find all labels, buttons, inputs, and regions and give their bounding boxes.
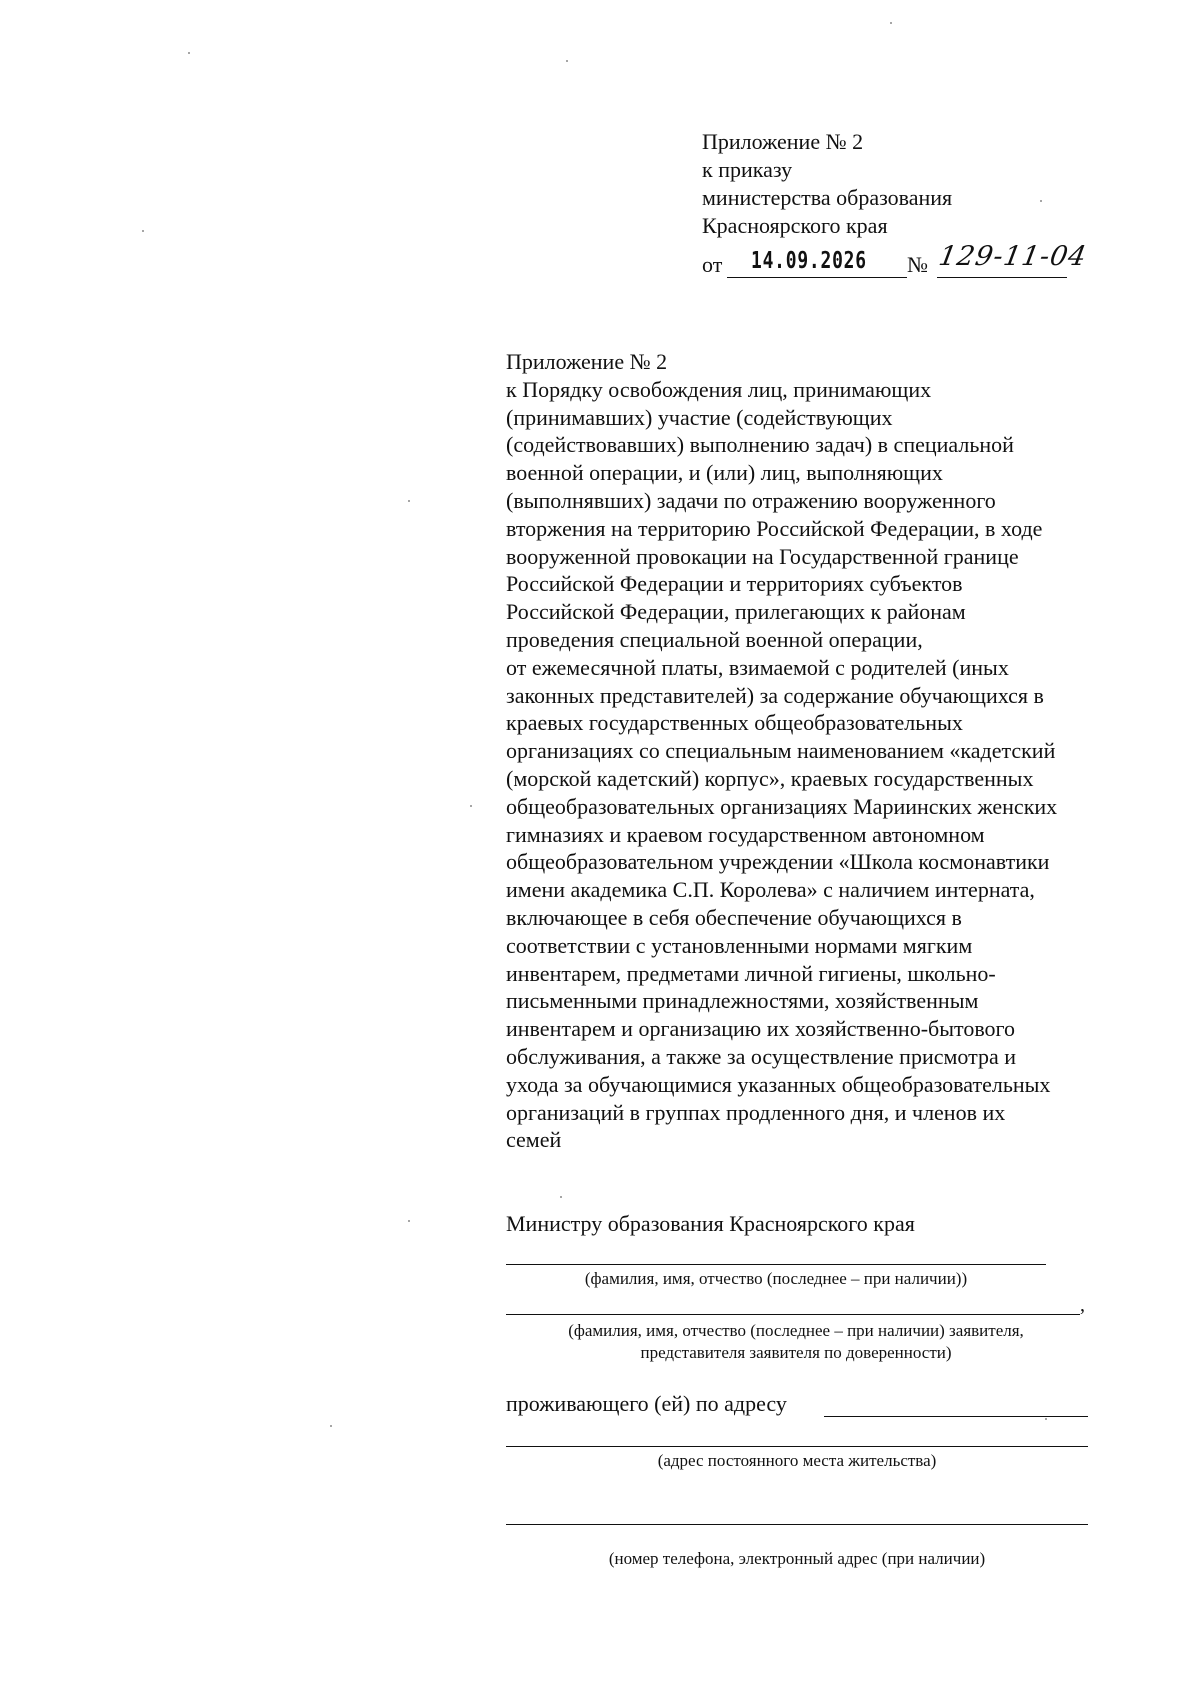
procedure-header-line: имени академика С.П. Королева» с наличием интерната, bbox=[506, 877, 1035, 903]
procedure-header-line: законных представителей) за содержание обучающихся в bbox=[506, 682, 1044, 708]
procedure-header-line: (принимавших) участие (содействующих bbox=[506, 404, 893, 430]
procedure-header-line: к Порядку освобождения лиц, принимающих bbox=[506, 376, 932, 402]
applicant-name-caption: представителя заявителя по доверенности) bbox=[640, 1343, 952, 1362]
procedure-header-line: семей bbox=[506, 1127, 562, 1153]
contacts-caption: (номер телефона, электронный адрес (при наличии) bbox=[608, 1549, 986, 1568]
minister-name-caption: (фамилия, имя, отчество (последнее – при наличии)) bbox=[584, 1269, 968, 1288]
scan-speck bbox=[142, 230, 144, 232]
order-number-handwritten: 129-11-04 bbox=[936, 241, 1090, 272]
date-prefix: от bbox=[702, 252, 723, 277]
procedure-header-line: (выполнявших) задачи по отражению вооруженного bbox=[506, 487, 996, 513]
procedure-header-line: краевых государственных общеобразовательных bbox=[506, 710, 963, 736]
order-date-field bbox=[727, 247, 907, 278]
procedure-header-line: письменными принадлежностями, хозяйственным bbox=[506, 988, 979, 1014]
order-number-field bbox=[936, 241, 1090, 278]
procedure-header-line: Приложение № 2 bbox=[506, 349, 668, 374]
scan-speck bbox=[408, 1220, 410, 1222]
order-date-stamp: 14.09.2026 bbox=[751, 248, 867, 274]
scan-speck bbox=[560, 1196, 562, 1198]
scan-speck bbox=[188, 52, 190, 54]
procedure-header-line: организаций в группах продленного дня, и членов их bbox=[506, 1099, 1006, 1125]
procedure-header-line: ухода за обучающимися указанных общеобразовательных bbox=[506, 1071, 1051, 1097]
procedure-header-line: от ежемесячной платы, взимаемой с родителей (иных bbox=[506, 654, 1009, 680]
scan-speck bbox=[1045, 1418, 1047, 1420]
scan-speck bbox=[330, 1425, 332, 1427]
procedure-header-line: общеобразовательных организациях Мариинских женских bbox=[506, 793, 1058, 819]
address-fill-line bbox=[824, 1416, 1088, 1417]
order-header-line: Красноярского края bbox=[702, 213, 888, 238]
procedure-header-line: включающее в себя обеспечение обучающихся в bbox=[506, 904, 962, 930]
order-header-line: к приказу bbox=[702, 157, 793, 182]
order-header-line: Приложение № 2 bbox=[702, 129, 864, 154]
minister-name-fill-line bbox=[506, 1264, 1046, 1265]
scan-speck bbox=[408, 500, 410, 502]
addressee-line: Министру образования Красноярского края bbox=[506, 1211, 915, 1236]
applicant-name-caption: (фамилия, имя, отчество (последнее – при наличии) заявителя, bbox=[568, 1321, 1024, 1340]
procedure-header-line: инвентарем и организацию их хозяйственно-бытового bbox=[506, 1016, 1016, 1042]
applicant-name-fill-line bbox=[506, 1314, 1080, 1315]
procedure-appendix-header bbox=[506, 348, 1126, 1154]
procedure-header-line: обслуживания, а также за осуществление присмотра и bbox=[506, 1043, 1017, 1069]
order-header-line: министерства образования bbox=[702, 185, 953, 210]
scan-speck bbox=[470, 805, 472, 807]
procedure-header-line: Российской Федерации, прилегающих к районам bbox=[506, 599, 966, 625]
applicant-name-comma: , bbox=[1080, 1294, 1085, 1316]
procedure-header-line: соответствии с установленными нормами мягким bbox=[506, 932, 973, 958]
address-fill-line-2 bbox=[506, 1446, 1088, 1447]
procedure-header-line: военной операции, и (или) лиц, выполняющих bbox=[506, 460, 943, 486]
procedure-header-line: инвентарем, предметами личной гигиены, школьно- bbox=[506, 960, 996, 986]
address-caption: (адрес постоянного места жительства) bbox=[657, 1451, 937, 1470]
procedure-header-line: (морской кадетский) корпус», краевых государственных bbox=[506, 765, 1034, 791]
procedure-header-line: Российской Федерации и территориях субъектов bbox=[506, 571, 963, 597]
procedure-header-line: гимназиях и краевом государственном автономном bbox=[506, 821, 985, 847]
scan-speck bbox=[890, 22, 892, 24]
procedure-header-line: вооруженной провокации на Государственной границе bbox=[506, 543, 1019, 569]
procedure-header-line: проведения специальной военной операции, bbox=[506, 626, 923, 652]
residing-address-label: проживающего (ей) по адресу bbox=[506, 1391, 787, 1416]
number-prefix: № bbox=[907, 252, 928, 277]
procedure-header-line: вторжения на территорию Российской Федерации, в ходе bbox=[506, 515, 1043, 541]
procedure-header-line: общеобразовательном учреждении «Школа космонавтики bbox=[506, 849, 1050, 875]
procedure-header-line: (содействовавших) выполнению задач) в специальной bbox=[506, 432, 1014, 458]
contacts-fill-line bbox=[506, 1524, 1088, 1525]
scan-speck bbox=[566, 60, 568, 62]
procedure-header-line: организациях со специальным наименованием «кадетский bbox=[506, 738, 1056, 764]
order-appendix-header bbox=[702, 128, 1122, 240]
